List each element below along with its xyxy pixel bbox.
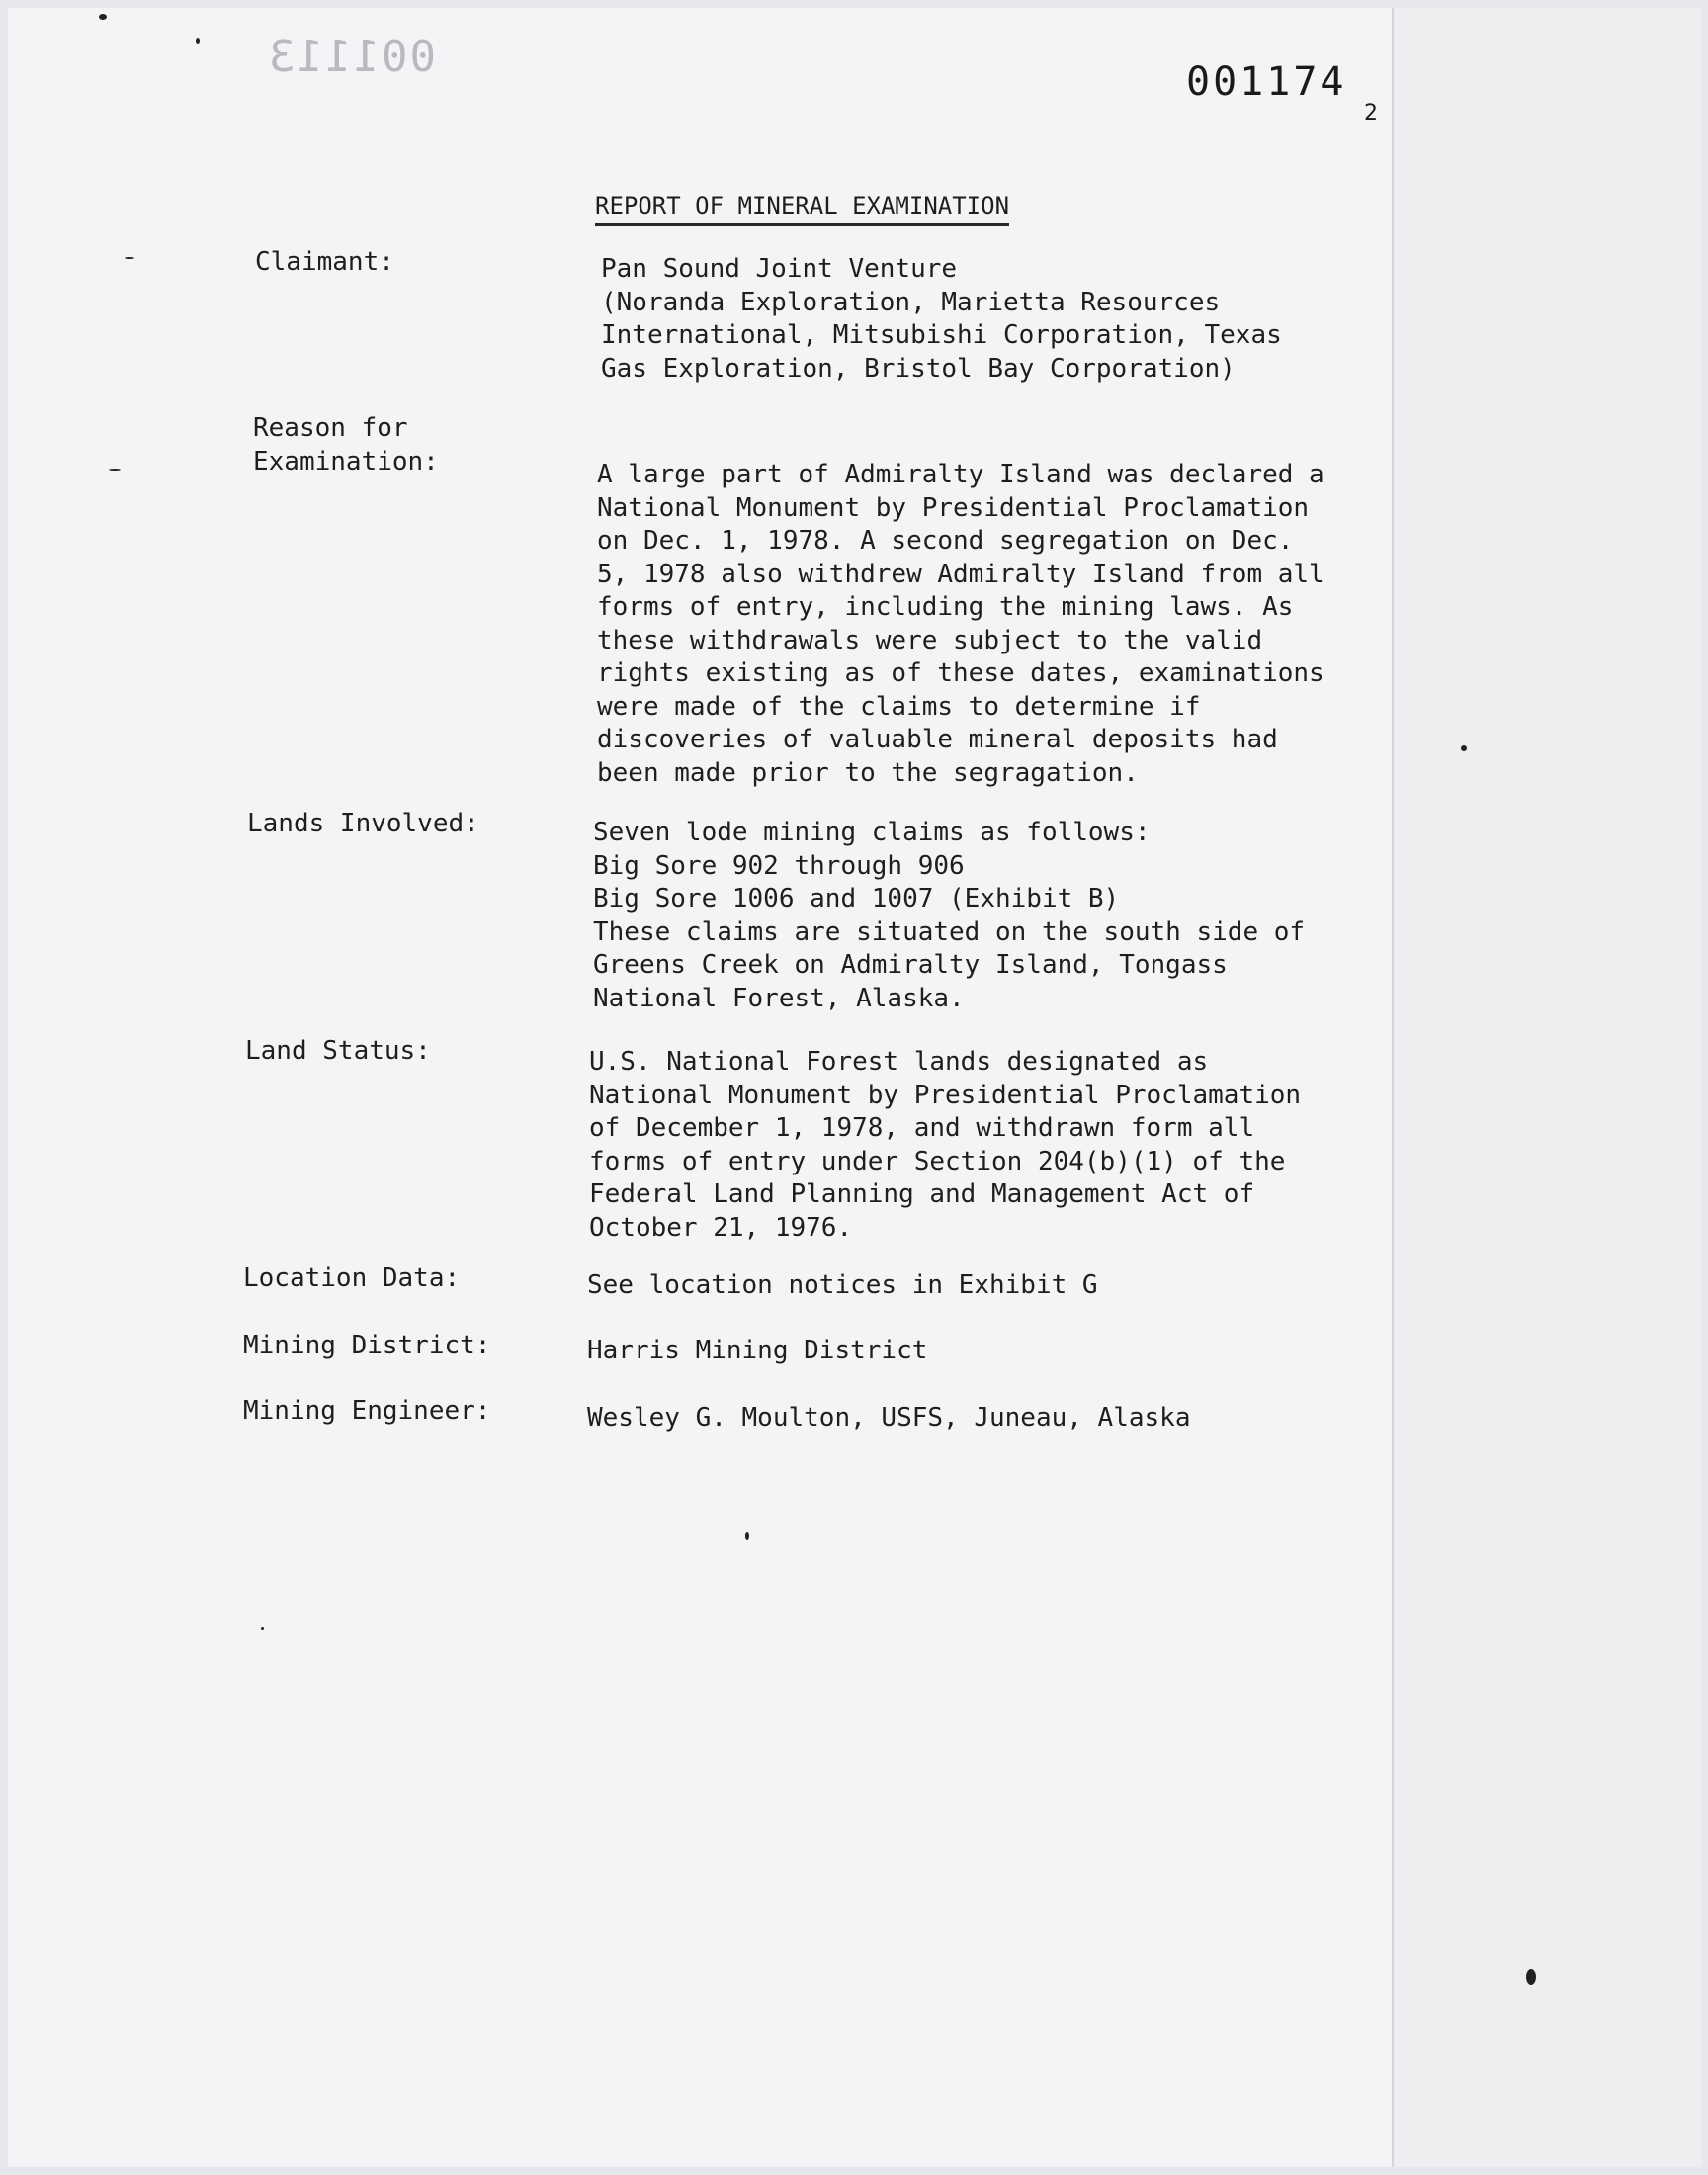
- mining-engineer-value: Wesley G. Moulton, USFS, Juneau, Alaska: [587, 1403, 1191, 1433]
- claimant-label: Claimant:: [255, 247, 394, 277]
- page-edge-shadow: [1392, 8, 1702, 2167]
- lands-involved-value: Seven lode mining claims as follows: Big Sore 902 through 906 Big Sore 1006 and 1007 (Exhibit B) These claims are situated on the south side of Greens Creek on Admiralty Island, Tongass National Forest, Alaska.: [593, 818, 1306, 1013]
- scan-speck: [1526, 1969, 1536, 1985]
- scan-speck: [1461, 745, 1467, 751]
- mining-engineer-label: Mining Engineer:: [243, 1396, 491, 1426]
- claimant-value: Pan Sound Joint Venture (Noranda Exploration, Marietta Resources International, Mitsubishi Corporation, Texas Gas Exploration, Bristol Bay Corporation): [601, 254, 1282, 384]
- scan-speck: [196, 38, 200, 44]
- scan-speck: [99, 14, 107, 20]
- lands-involved-label: Lands Involved:: [247, 809, 479, 838]
- scan-speck: [745, 1532, 749, 1540]
- land-status-value: U.S. National Forest lands designated as National Monument by Presidential Proclamation of December 1, 1978, and withdrawn form all forms of entry under Section 204(b)(1) of the Federal Land Planning and Management Act of October 21, 1976.: [589, 1047, 1302, 1243]
- document-number: 001174: [1186, 59, 1347, 105]
- scan-speck: [109, 469, 121, 471]
- report-title: REPORT OF MINERAL EXAMINATION: [595, 192, 1009, 226]
- mining-district-value: Harris Mining District: [587, 1336, 928, 1365]
- page-number: 2: [1364, 101, 1378, 126]
- scan-speck: [125, 257, 134, 259]
- bleed-through-stamp: 001113: [267, 32, 436, 82]
- mining-district-label: Mining District:: [243, 1331, 491, 1360]
- document-page: [8, 8, 1700, 2167]
- scan-speck: [261, 1627, 264, 1630]
- reason-label: Reason for Examination:: [253, 413, 439, 477]
- location-data-value: See location notices in Exhibit G: [587, 1270, 1098, 1300]
- location-data-label: Location Data:: [243, 1263, 461, 1293]
- reason-value: A large part of Admiralty Island was declared a National Monument by Presidential Proclamation on Dec. 1, 1978. A second segregation on Dec. 5, 1978 also withdrew Admiralty Island from all forms of entry, including the mining laws. As these withdrawals were subject to the valid rights existing as of these dates, examinations were made of the claims to determine if discoveries of valuable mineral deposits had been made prior to the segragation.: [597, 460, 1324, 788]
- land-status-label: Land Status:: [245, 1036, 431, 1066]
